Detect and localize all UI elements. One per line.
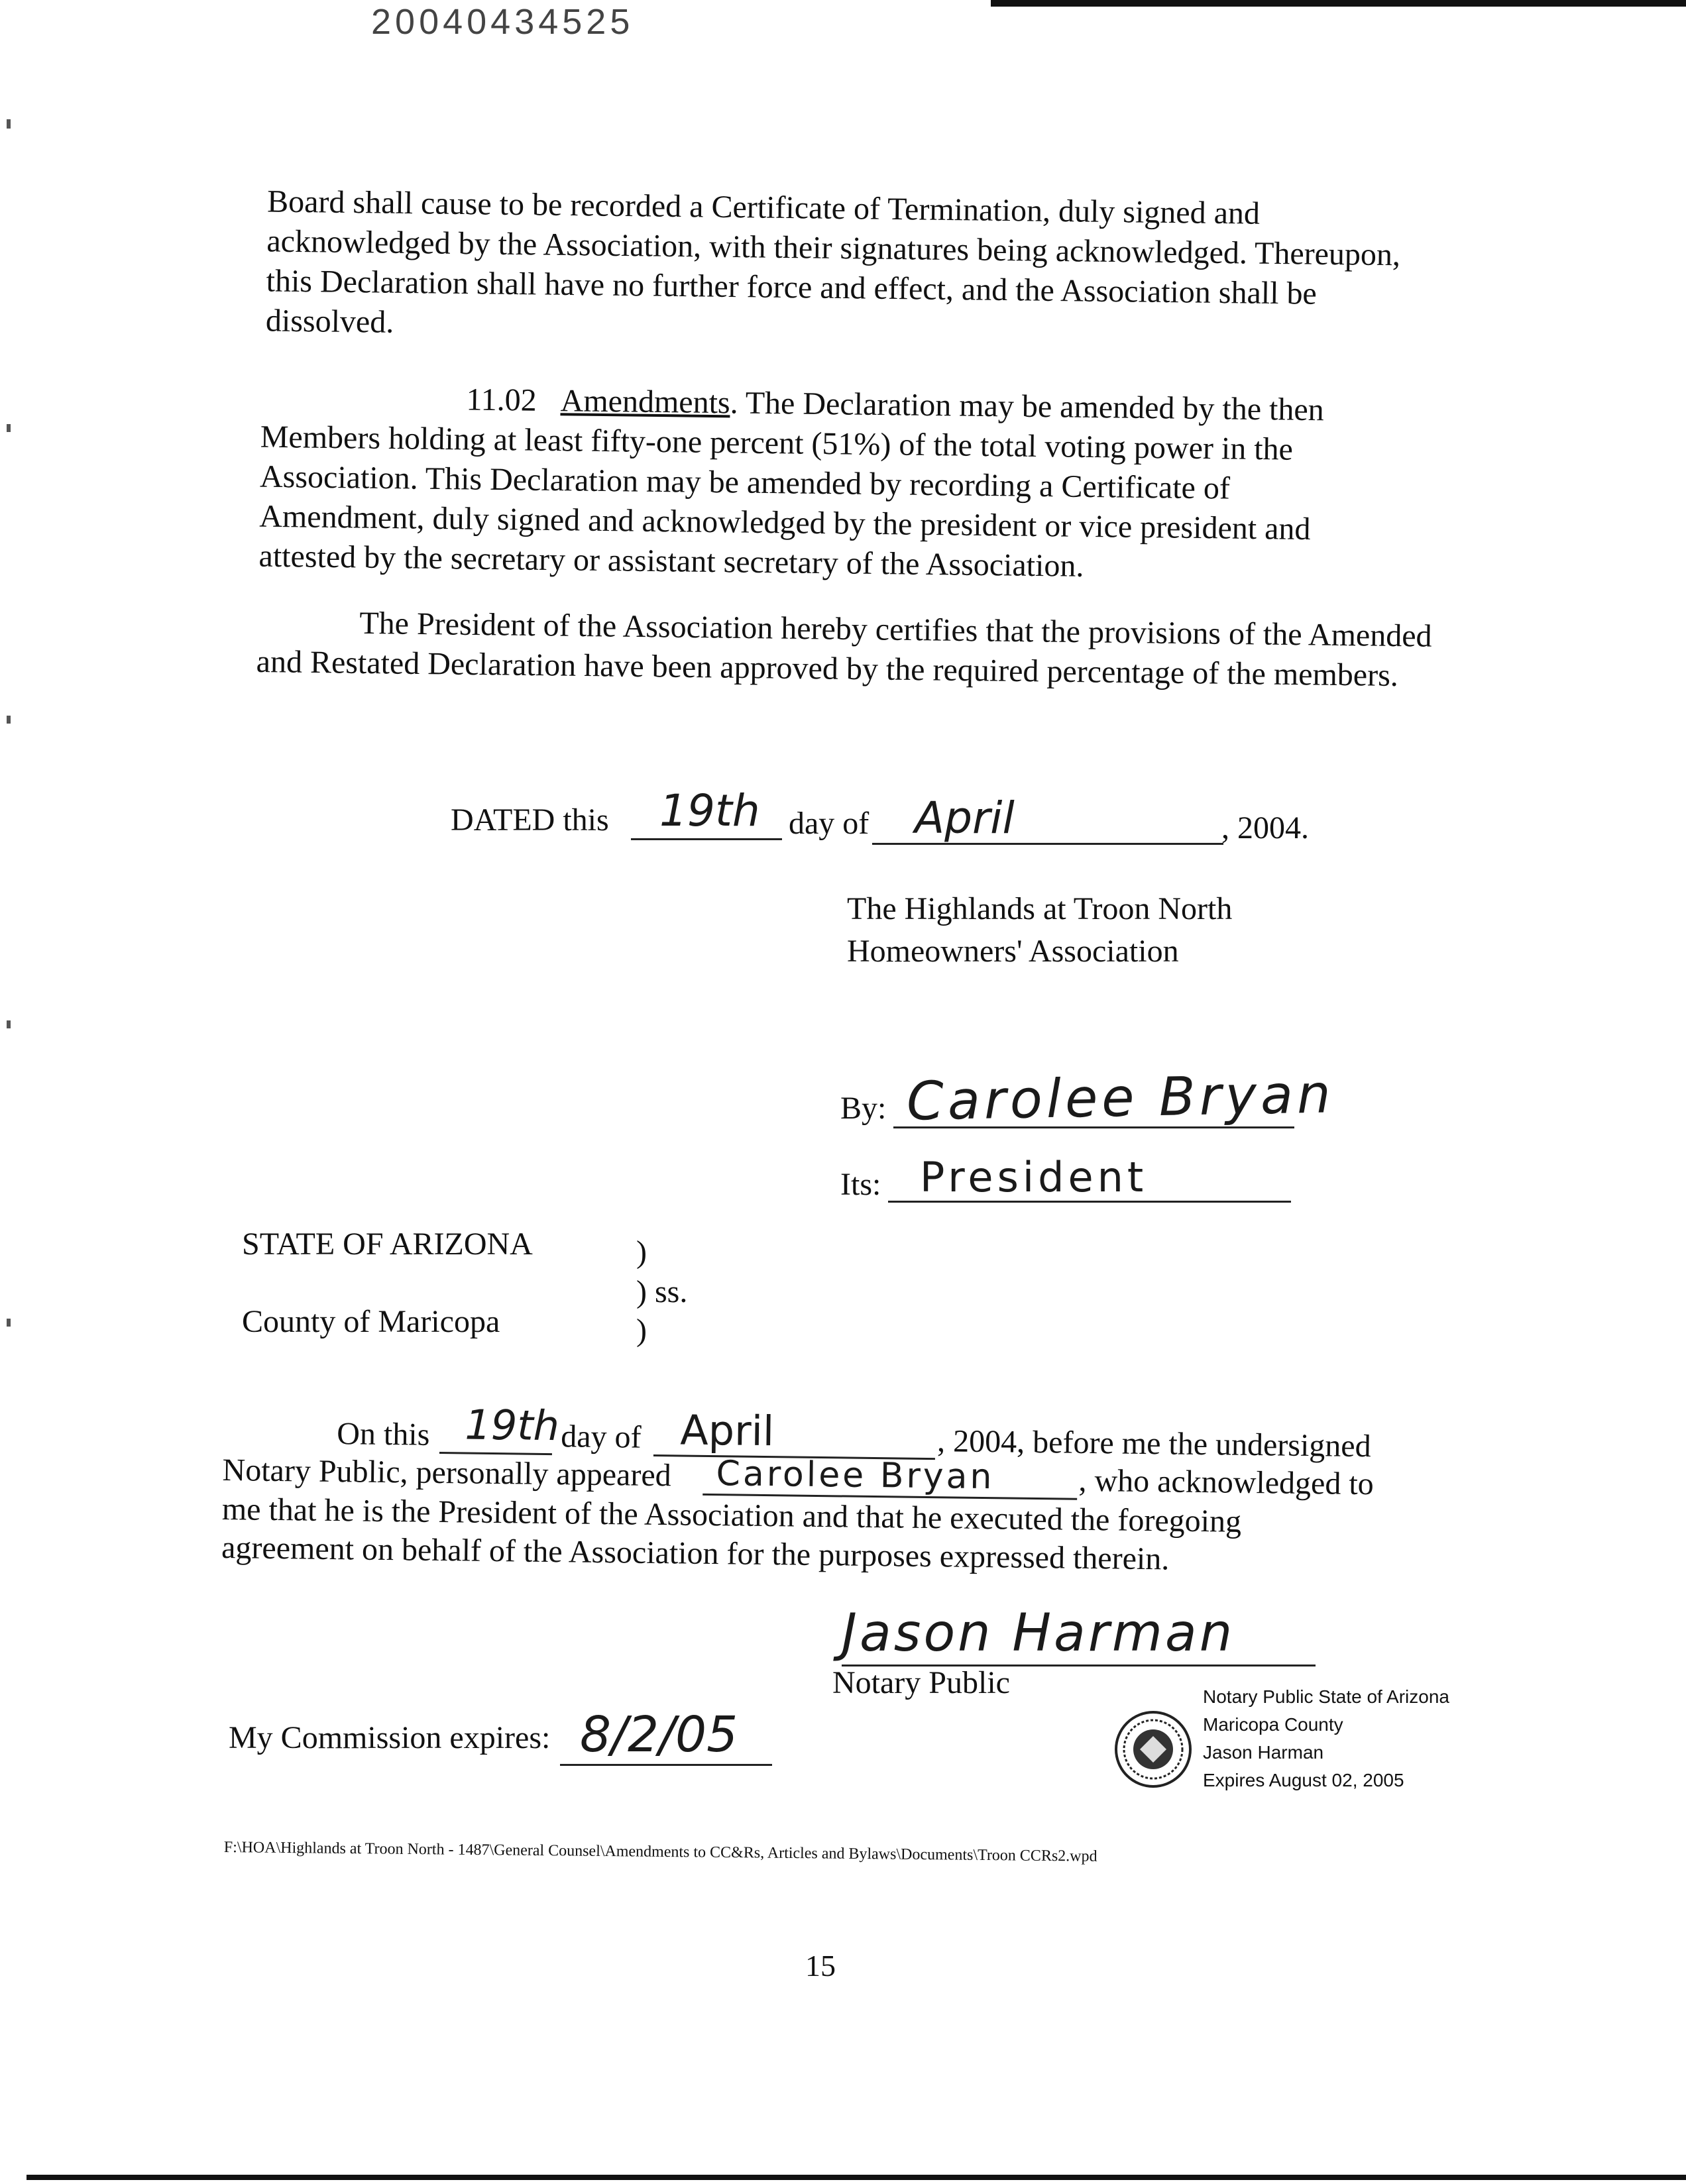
commission-block	[229, 1706, 825, 1789]
venue-block	[242, 1226, 739, 1358]
scan-mark	[7, 1319, 11, 1327]
ack-name-handwritten: Carolee Bryan	[716, 1454, 995, 1498]
venue-paren-3: )	[636, 1313, 647, 1348]
stamp-line-2: Maricopa County	[1203, 1714, 1343, 1735]
president-signature: Carolee Bryan	[906, 1063, 1335, 1132]
ack-rest: me that he is the President of the Association and that he executed the foregoing agreement on behalf of the Association for the purposes expressed therein.	[221, 1492, 1242, 1577]
venue-state: STATE OF ARIZONA	[242, 1227, 533, 1262]
dated-day-handwritten: 19th	[659, 785, 760, 836]
section-heading: Amendments	[560, 383, 730, 421]
scan-mark	[7, 716, 11, 724]
scan-mark	[7, 424, 11, 432]
page-number: 15	[805, 1949, 836, 1983]
amendments-paragraph	[258, 378, 1381, 590]
notary-signature: Jason Harman	[842, 1604, 1235, 1663]
ack-on-this: On this	[336, 1416, 430, 1452]
stamp-text	[1203, 1683, 1449, 1794]
dated-line	[451, 785, 1332, 848]
venue-paren-ss: ) ss.	[636, 1274, 688, 1309]
ack-day-handwritten: 19th	[465, 1400, 560, 1450]
venue-county: County of Maricopa	[242, 1304, 500, 1339]
stamp-line-1: Notary Public State of Arizona	[1203, 1686, 1449, 1707]
commission-date-handwritten: 8/2/05	[580, 1706, 738, 1763]
notary-acknowledgment	[221, 1400, 1416, 1611]
commission-blank	[560, 1764, 772, 1766]
ack-line2-prefix: Notary Public, personally appeared	[222, 1452, 672, 1494]
dated-year: , 2004.	[1221, 810, 1309, 846]
association-line-2: Homeowners' Association	[847, 934, 1179, 969]
ack-day-of: day of	[560, 1419, 642, 1455]
signature-block	[840, 1060, 1371, 1219]
stamp-line-4: Expires August 02, 2005	[1203, 1770, 1404, 1790]
dated-prefix: DATED this	[451, 802, 609, 838]
venue-paren-1: )	[636, 1234, 647, 1270]
its-label: Its:	[840, 1167, 881, 1202]
notary-stamp	[1110, 1683, 1481, 1802]
ack-month-handwritten: April	[679, 1405, 775, 1456]
stamp-line-3: Jason Harman	[1203, 1742, 1324, 1763]
ack-after-month: , 2004, before me the undersigned	[936, 1423, 1371, 1464]
bottom-edge-line	[27, 2175, 1686, 2180]
section-number: 11.02	[466, 382, 537, 418]
dated-month-handwritten: April	[915, 792, 1015, 844]
scan-mark	[7, 119, 11, 129]
document-number: 20040434525	[371, 2, 634, 42]
commission-label: My Commission expires:	[229, 1720, 551, 1755]
scan-mark	[7, 1020, 11, 1028]
ack-line2-suffix: , who acknowledged to	[1078, 1462, 1375, 1502]
by-label: By:	[840, 1091, 887, 1126]
title-handwritten: President	[920, 1153, 1148, 1201]
president-certification-paragraph: The President of the Association hereby certifies that the provisions of the Amended and Restated Declaration have been approved by the required percentage of the members.	[256, 605, 1432, 694]
association-name	[847, 888, 1232, 973]
file-path: F:\HOA\Highlands at Troon North - 1487\General Counsel\Amendments to CC&Rs, Articles and Bylaws\Documents\Troon CCRs2.wpd	[223, 1839, 1097, 1865]
top-edge-line	[991, 0, 1686, 7]
notary-seal-icon	[1113, 1710, 1193, 1789]
termination-paragraph: Board shall cause to be recorded a Certificate of Termination, duly signed and acknowledged by the Association, with their signatures being acknowledged. Thereupon, this Declaration shall have no further force and effect, and the Association shall be dissolved.	[265, 184, 1401, 340]
association-line-1: The Highlands at Troon North	[847, 891, 1233, 926]
amendments-text: . The Declaration may be amended by the then Members holding at least fifty-one percent (51%) of the total voting power in the Association. This Declaration may be amended by recording a Certificate of Amendment, duly signed and acknowledged by the president or vice president and attested by the secretary or assistant secretary of the Association.	[258, 385, 1325, 584]
dated-mid: day of	[789, 806, 870, 841]
notary-label: Notary Public	[832, 1665, 1010, 1700]
dated-day-blank	[631, 838, 782, 840]
